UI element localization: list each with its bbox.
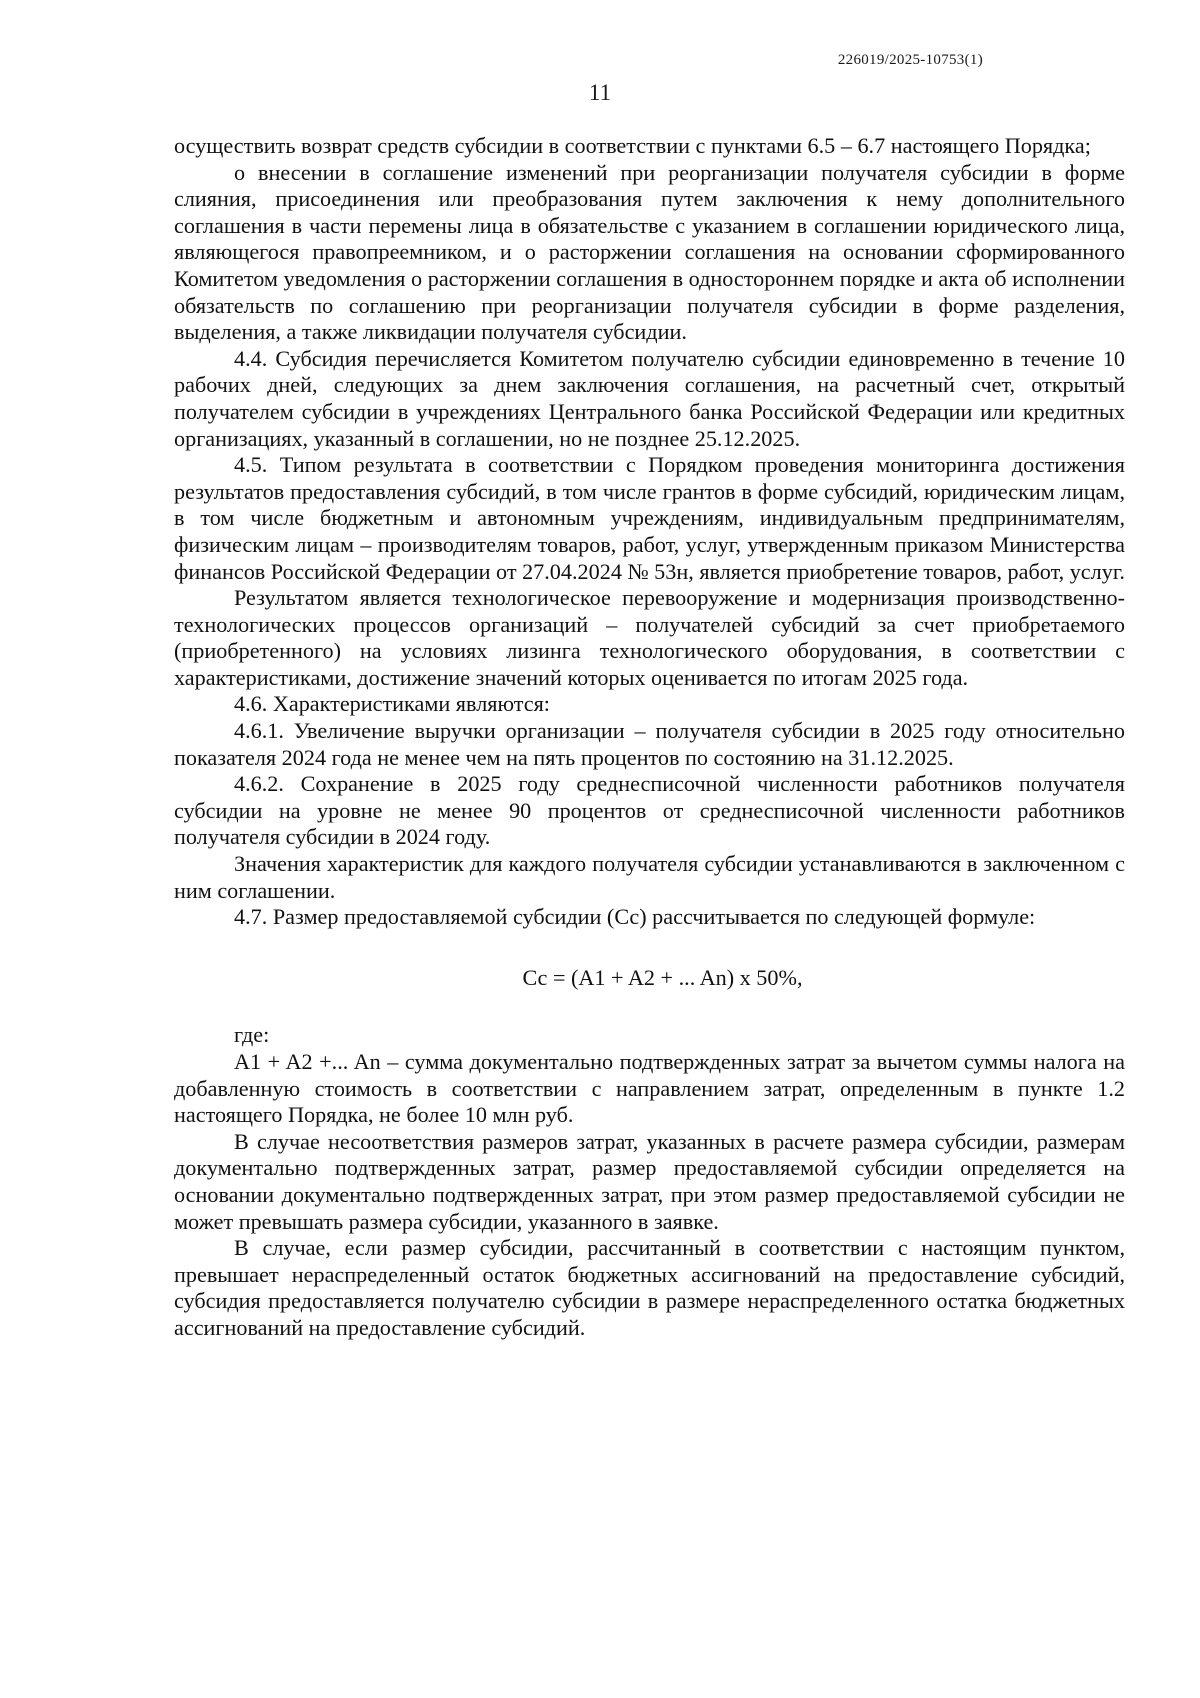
- document-body: [174, 133, 1125, 1342]
- paragraph-4-4: 4.4. Субсидия перечисляется Комитетом получателю субсидии единовременно в течение 10 рабочих дней, следующих за днем заключения соглашения, на расчетный счет, открытый получателем субсидии в учреждениях Центрального банка Российской Федерации или кредитных организациях, указанный в соглашении, но не позднее 25.12.2025.: [174, 345, 1125, 451]
- paragraph-budget-remainder: В случае, если размер субсидии, рассчитанный в соответствии с настоящим пунктом, превышает нераспределенный остаток бюджетных ассигнований на предоставление субсидий, субсидия предоставляется получателю субсидии в размере нераспределенного остатка бюджетных ассигнований на предоставление субсидий.: [174, 1235, 1125, 1340]
- document-registration-number: 226019/2025-10753(1): [837, 52, 983, 68]
- paragraph-agreement-changes: о внесении в соглашение изменений при реорганизации получателя субсидии в форме слияния, присоединения или преобразования путем заключения к нему дополнительного соглашения в части перемены лица в обязательстве с указанием в соглашении юридического лица, являющегося правопреемником, и о расторжении соглашения на основании сформированного Комитетом уведомления о расторжении соглашения в одностороннем порядке и акта об исполнении обязательств по соглашению при реорганизации получателя субсидии в форме разделения, выделения, а также ликвидации получателя субсидии.: [174, 159, 1125, 345]
- paragraph-return-funds: осуществить возврат средств субсидии в соответствии с пунктами 6.5 – 6.7 настоящего Порядка;: [174, 133, 1091, 158]
- paragraph-cost-mismatch: В случае несоответствия размеров затрат, указанных в расчете размера субсидии, размерам документально подтвержденных затрат, размер предоставляемой субсидии определяется на основании документально подтвержденных затрат, при этом размер предоставляемой субсидии не может превышать размера субсидии, указанного в заявке.: [174, 1128, 1125, 1234]
- paragraph-characteristics-values: Значения характеристик для каждого получателя субсидии устанавливаются в заключенном с ним соглашении.: [174, 851, 1125, 903]
- paragraph-4-7: 4.7. Размер предоставляемой субсидии (Сс) рассчитывается по следующей формуле:: [234, 904, 1036, 930]
- paragraph-4-6-2: 4.6.2. Сохранение в 2025 году среднесписочной численности работников получателя субсидии на уровне не менее 90 процентов от среднесписочной численности работников получателя субсидии в 2024 году.: [174, 771, 1125, 850]
- subsidy-formula: Сс = (A1 + A2 + ... An) х 50%,: [522, 964, 803, 990]
- page-number: 11: [588, 80, 612, 105]
- paragraph-4-6: 4.6. Характеристиками являются:: [234, 691, 550, 717]
- formula-where-label: где:: [234, 1022, 270, 1048]
- paragraph-4-5: 4.5. Типом результата в соответствии с Порядком проведения мониторинга достижения результатов предоставления субсидий, в том числе грантов в форме субсидий, юридическим лицам, в том числе бюджетным и автономным учреждениям, индивидуальным предпринимателям, физическим лицам – производителям товаров, работ, услуг, утвержденным приказом Министерства финансов Российской Федерации от 27.04.2024 № 53н, является приобретение товаров, работ, услуг.: [174, 452, 1125, 584]
- paragraph-4-6-1: 4.6.1. Увеличение выручки организации – получателя субсидии в 2025 году относительно показателя 2024 года не менее чем на пять процентов по состоянию на 31.12.2025.: [174, 718, 1125, 770]
- paragraph-formula-definition: A1 + A2 +... An – сумма документально подтвержденных затрат за вычетом суммы налога на добавленную стоимость в соответствии с направлением затрат, определенным в пункте 1.2 настоящего Порядка, не более 10 млн руб.: [174, 1049, 1125, 1128]
- paragraph-result: Результатом является технологическое перевооружение и модернизация производственно-технологических процессов организаций – получателей субсидий за счет приобретаемого (приобретенного) на условиях лизинга технологического оборудования, в соответствии с характеристиками, достижение значений которых оценивается по итогам 2025 года.: [174, 585, 1125, 690]
